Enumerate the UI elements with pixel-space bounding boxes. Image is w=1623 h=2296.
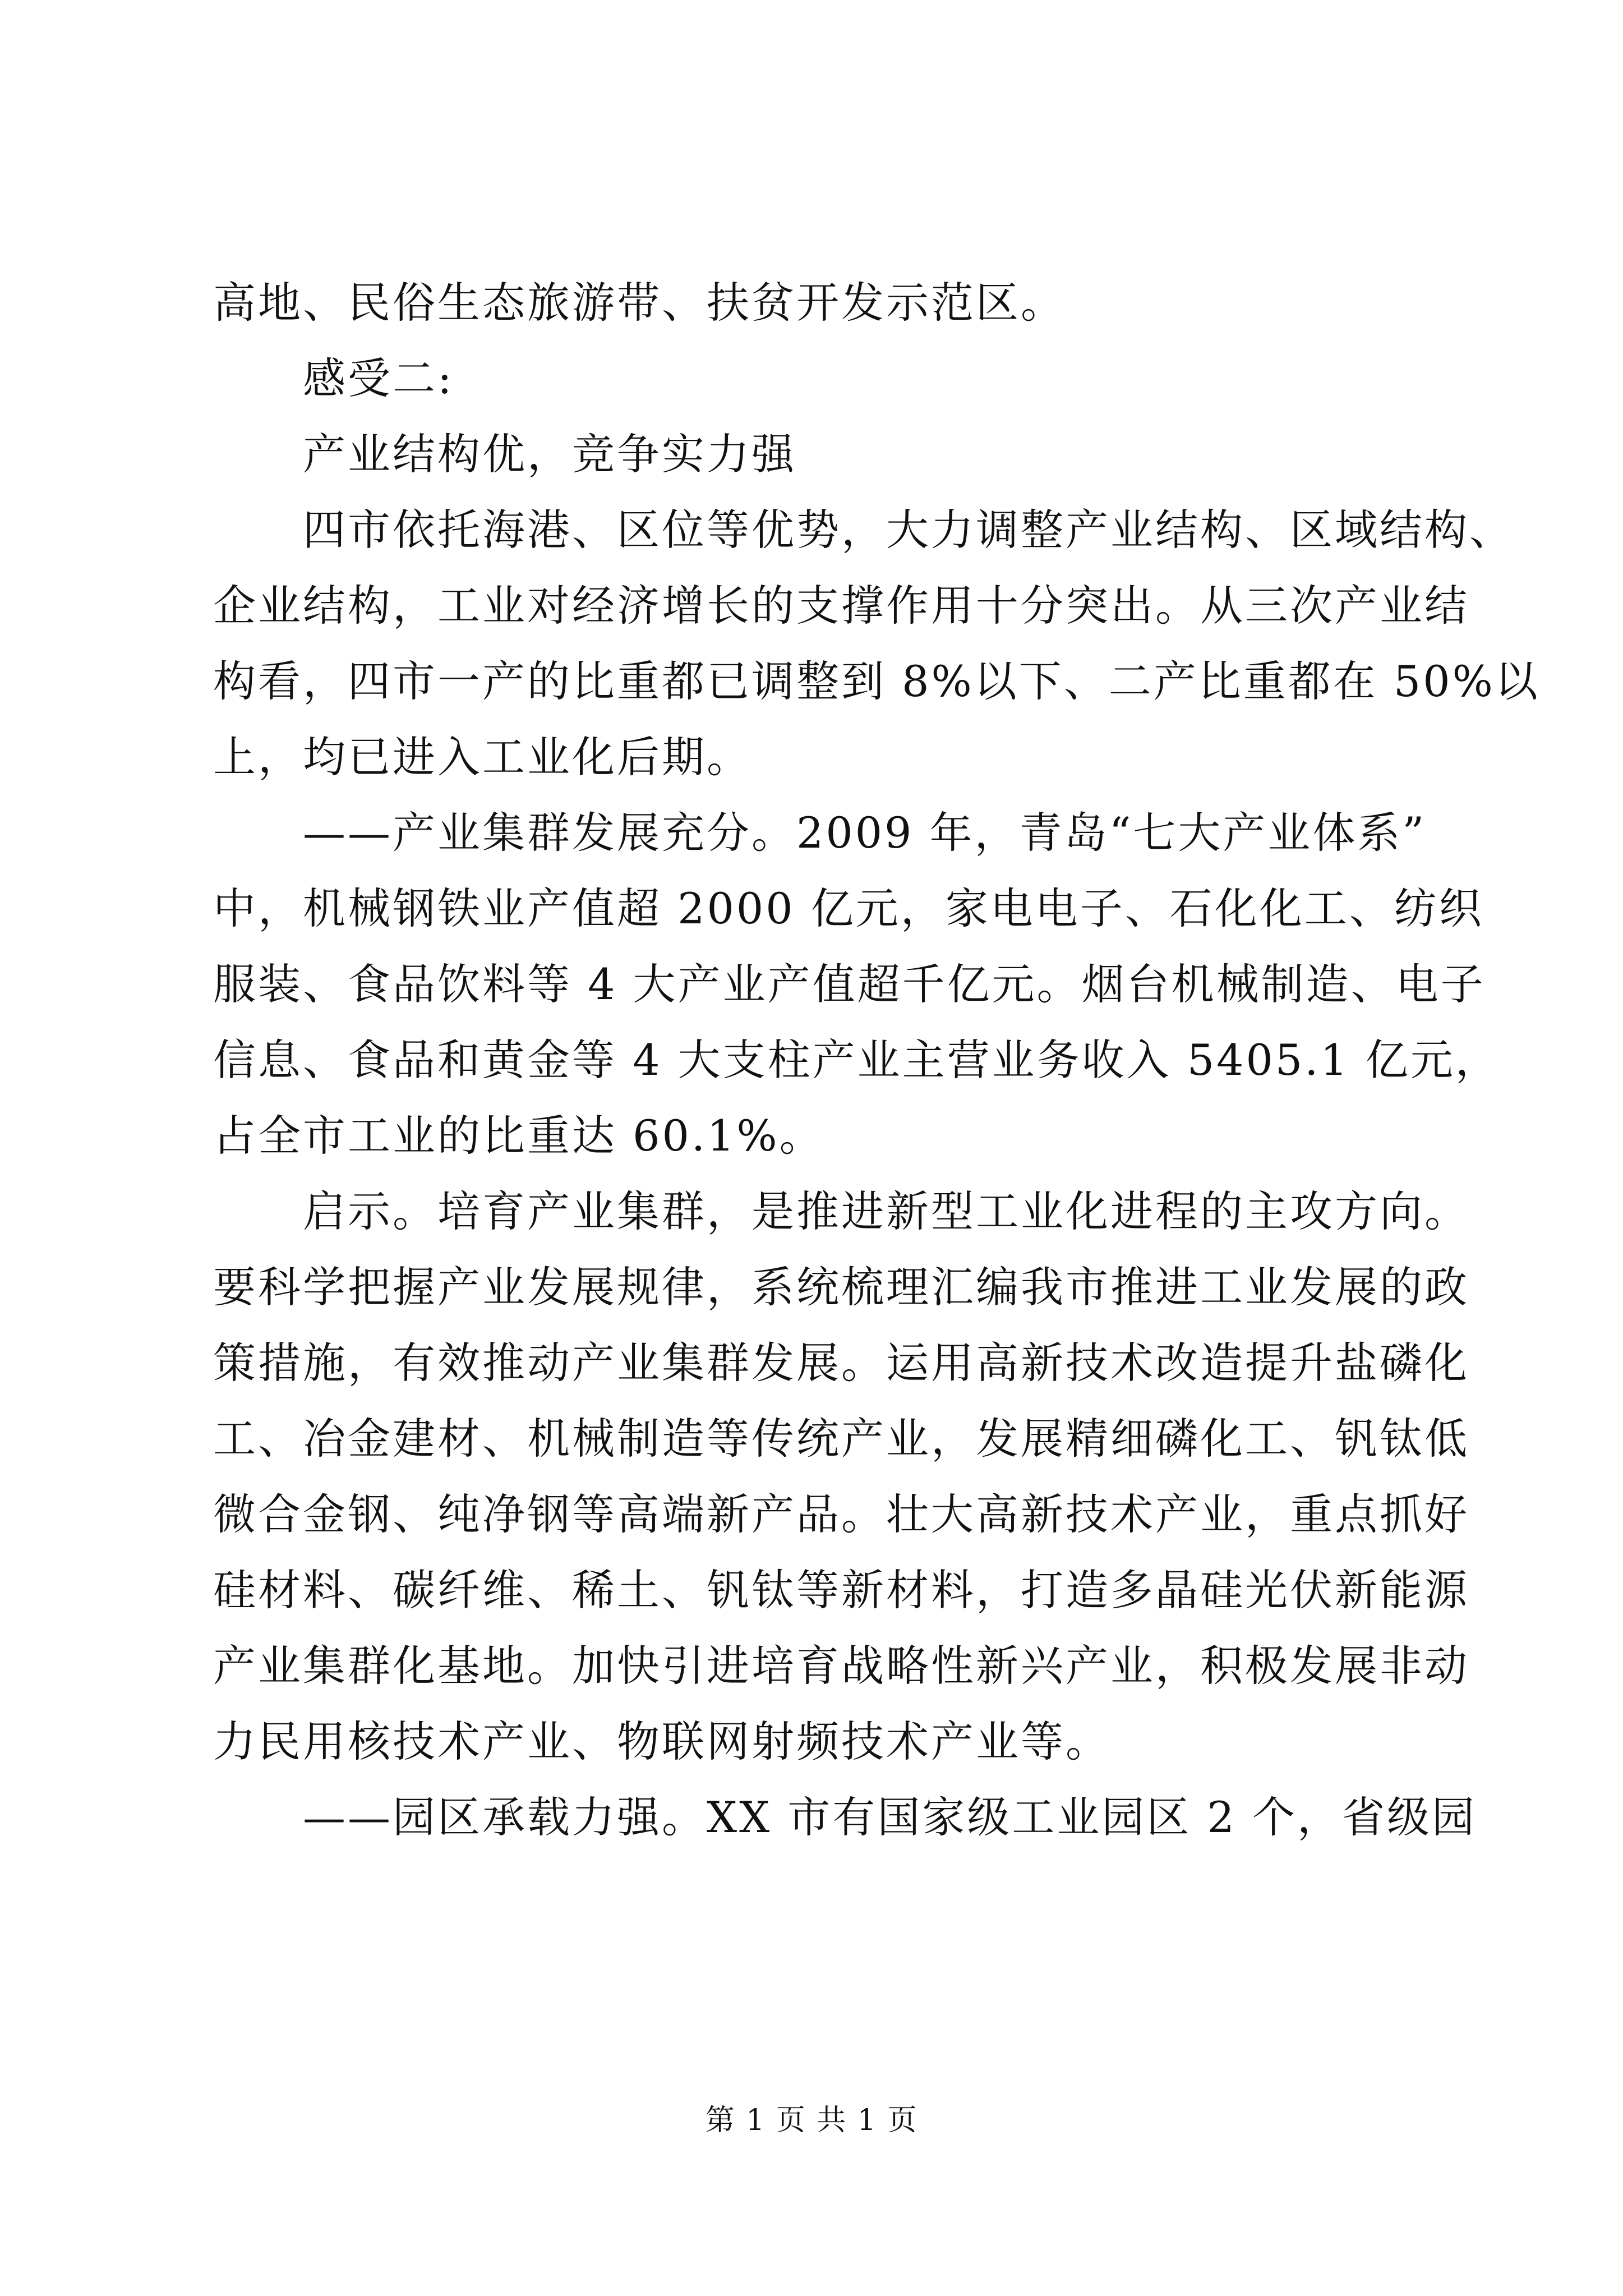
text-line: ——园区承载力强。XX 市有国家级工业园区 2 个，省级园	[303, 1792, 1477, 1842]
text-line: 工、冶金建材、机械制造等传统产业，发展精细磷化工、钒钛低	[213, 1414, 1469, 1464]
text-line: 四市依托海港、区位等优势，大力调整产业结构、区域结构、	[303, 505, 1514, 555]
text-line: ——产业集群发展充分。2009 年，青岛“七大产业体系”	[303, 808, 1427, 858]
text-line: 中，机械钢铁业产值超 2000 亿元，家电电子、石化化工、纺织	[213, 884, 1484, 933]
section-heading: 产业结构优，竞争实力强	[303, 429, 796, 479]
text-line: 高地、民俗生态旅游带、扶贫开发示范区。	[213, 278, 1066, 328]
text-line: 策措施，有效推动产业集群发展。运用高新技术改造提升盐磷化	[213, 1338, 1469, 1388]
text-line: 信息、食品和黄金等 4 大支柱产业主营业务收入 5405.1 亿元，	[213, 1035, 1500, 1085]
text-line: 微合金钢、纯净钢等高端新产品。壮大高新技术产业，重点抓好	[213, 1489, 1469, 1539]
section-label: 感受二:	[303, 353, 454, 403]
text-line: 构看，四市一产的比重都已调整到 8%以下、二产比重都在 50%以	[213, 656, 1540, 706]
text-line: 要科学把握产业发展规律，系统梳理汇编我市推进工业发展的政	[213, 1262, 1469, 1312]
text-line: 启示。培育产业集群，是推进新型工业化进程的主攻方向。	[303, 1186, 1469, 1236]
text-line: 力民用核技术产业、物联网射频技术产业等。	[213, 1717, 1110, 1766]
text-line: 上，均已进入工业化后期。	[213, 732, 751, 782]
text-line: 占全市工业的比重达 60.1%。	[213, 1111, 824, 1161]
text-line: 硅材料、碳纤维、稀土、钒钛等新材料，打造多晶硅光伏新能源	[213, 1565, 1469, 1615]
text-line: 产业集群化基地。加快引进培育战略性新兴产业，积极发展非动	[213, 1641, 1469, 1691]
text-line: 服装、食品饮料等 4 大产业产值超千亿元。烟台机械制造、电子	[213, 959, 1486, 1009]
page-footer: 第 1 页 共 1 页	[705, 2104, 918, 2137]
text-line: 企业结构，工业对经济增长的支撑作用十分突出。从三次产业结	[213, 581, 1469, 631]
